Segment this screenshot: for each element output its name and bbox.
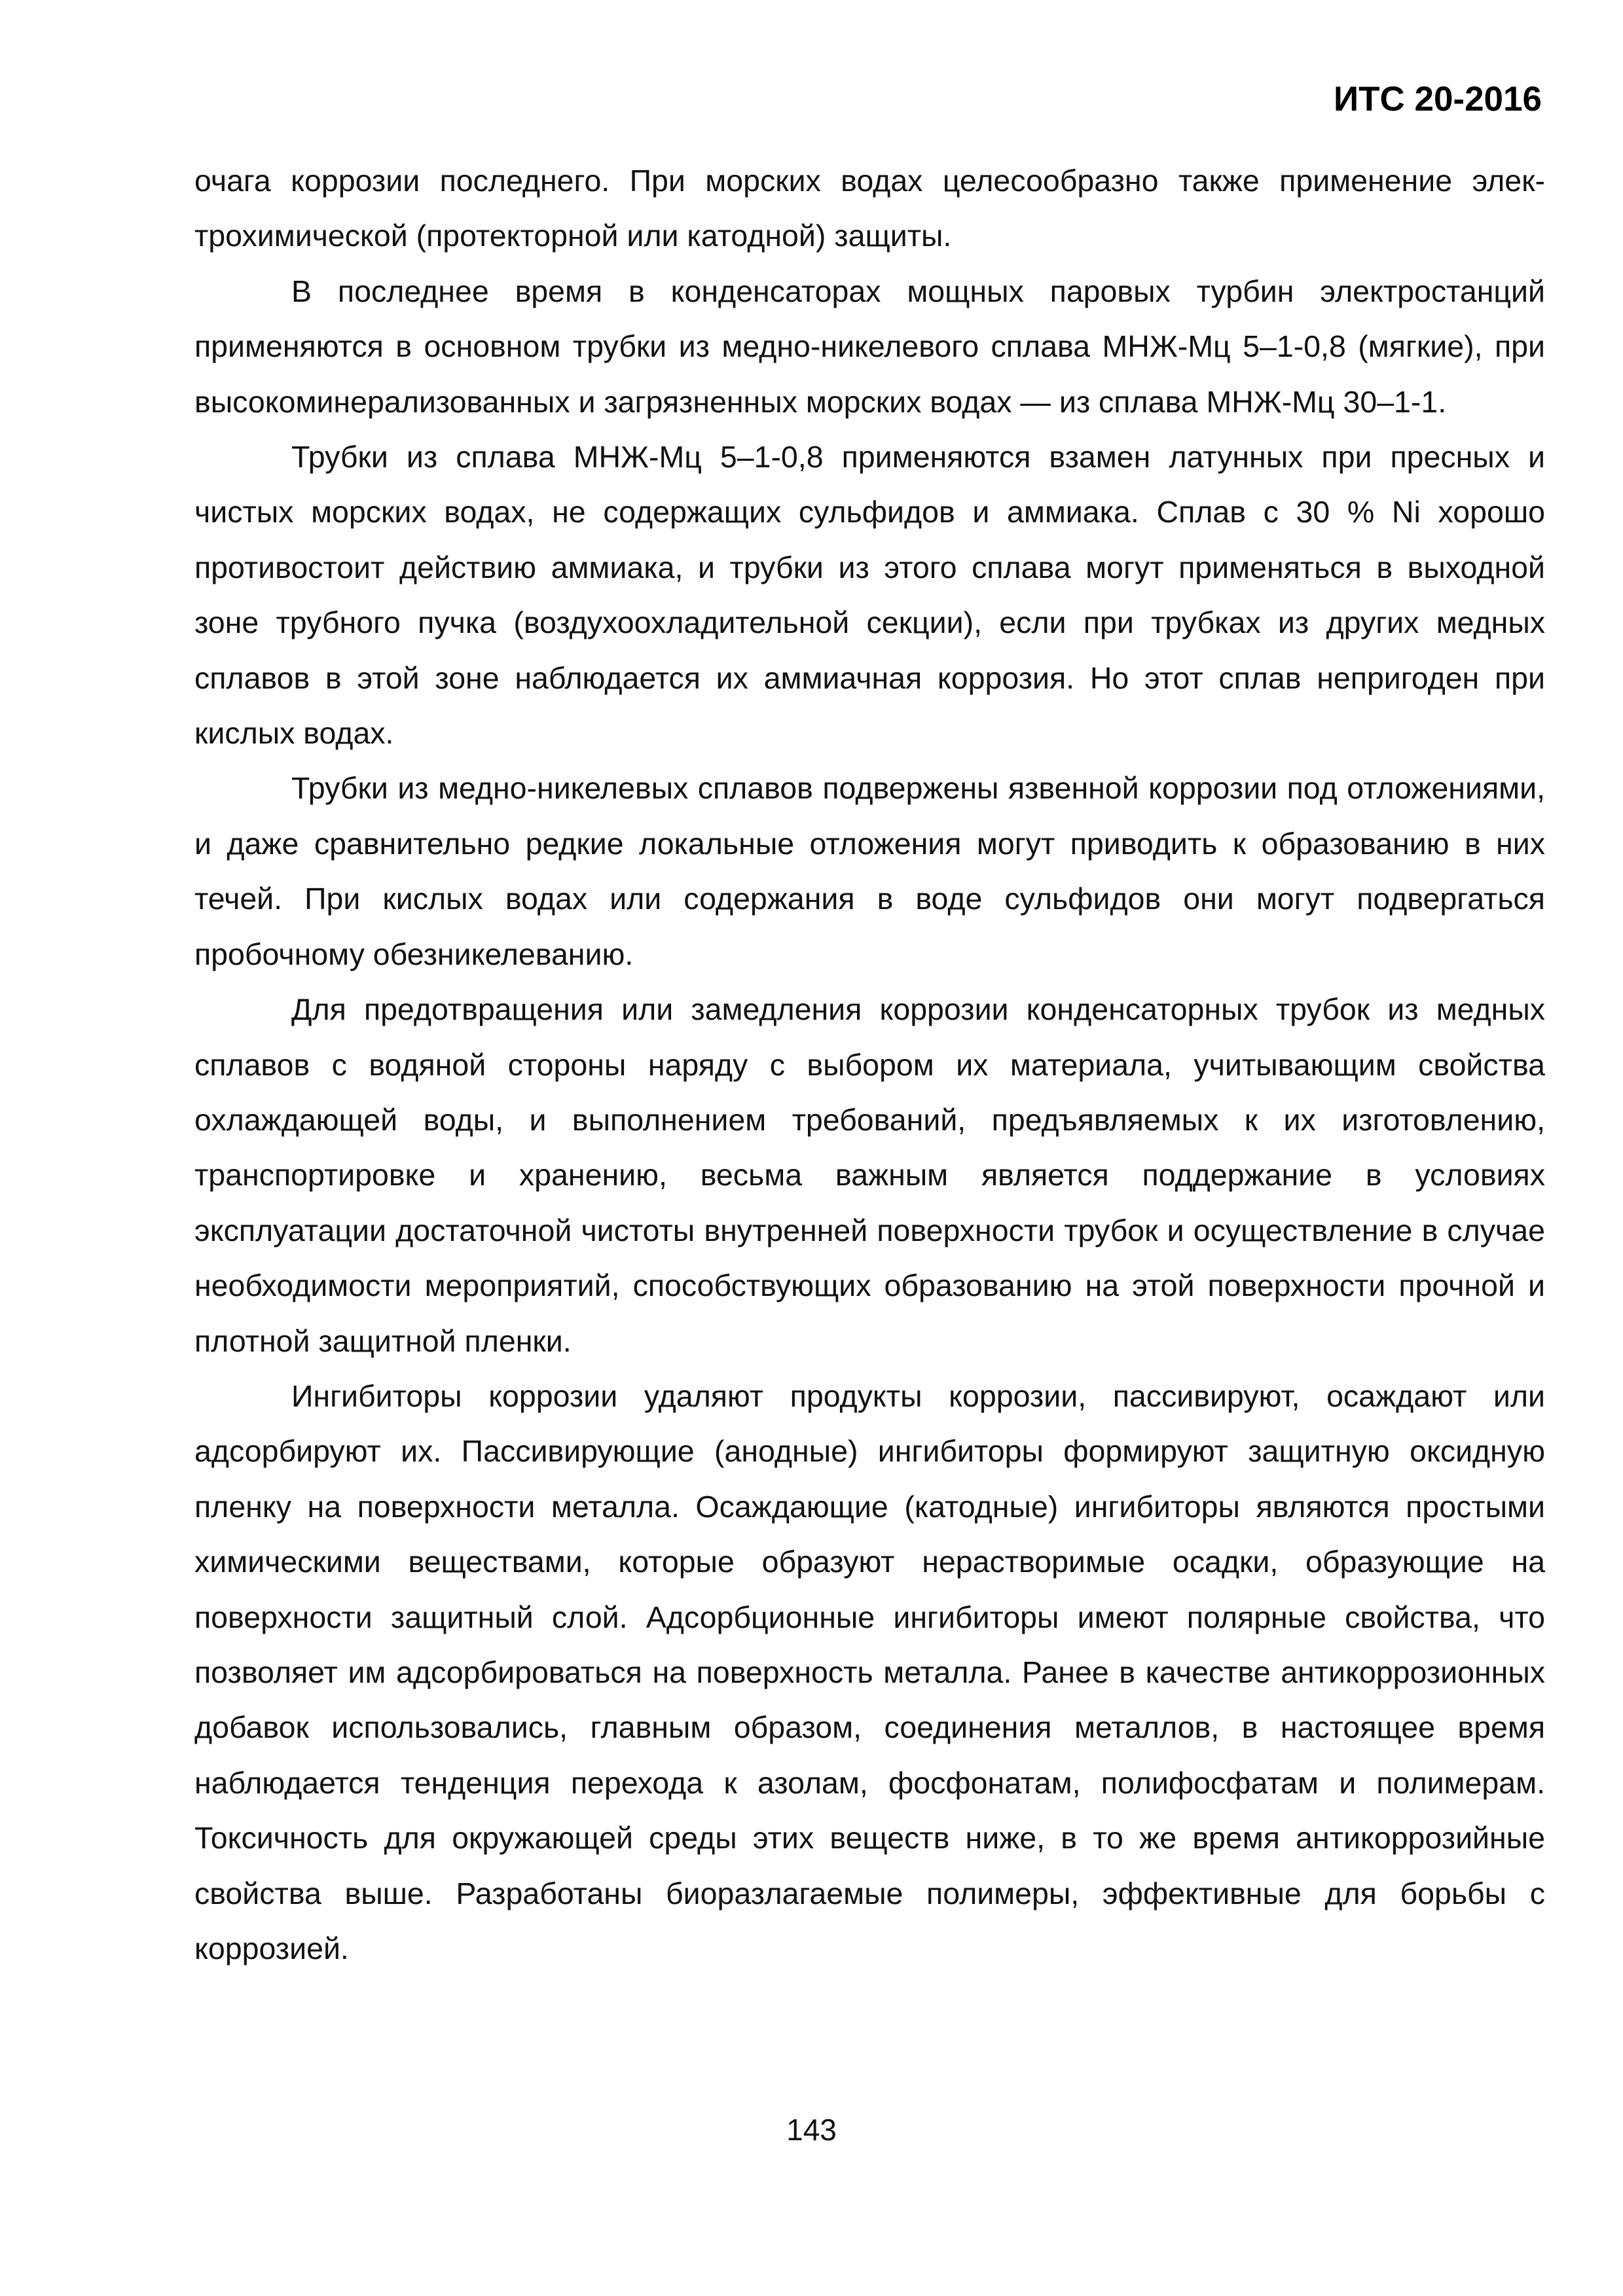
page-number: 143 <box>786 2113 837 2147</box>
paragraph-1: очага коррозии последнего. При морских водах целесообразно также применение электрохимической (протекторной или катодной) защиты. <box>194 164 1545 253</box>
paragraph-2: В последнее время в конденсаторах мощных паровых турбин электростанций применяются в основном трубки из медно-никелевого сплава МНЖ-Мц 5–1-0,8 (мягкие), при высокоминерализованных и загрязненных морских водах — из сплава МНЖ-Мц 30–1-1. <box>194 274 1545 419</box>
document-body <box>194 153 1545 1976</box>
document-header: ИТС 20-2016 <box>1334 80 1542 118</box>
paragraph-3: Трубки из сплава МНЖ-Мц 5–1-0,8 применяются взамен латунных при пресных и чистых морских водах, не содержащих сульфидов и аммиака. Сплав с 30 % Ni хорошо противостоит действию аммиака, и трубки из этого сплава могут применяться в выходной зоне трубного пучка (воздухоохладительной секции), если при трубках из других медных сплавов в этой зоне наблюдается их аммиачная коррозия. Но этот сплав непригоден при кислых водах. <box>194 440 1545 751</box>
paragraph-6: Ингибиторы коррозии удаляют продукты коррозии, пассивируют, осаждают или адсорбируют их. Пассивирующие (анодные) ингибиторы формируют защитную оксидную пленку на поверхности металла. Осаждающие (катодные) ингибиторы являются простыми химическими веществами, которые образуют нерастворимые осадки, образующие на поверхности защитный слой. Адсорбционные ингибиторы имеют полярные свойства, что позволяет им адсорбироваться на поверхность металла. Ранее в качестве антикоррозионных добавок использовались, главным образом, соединения металлов, в настоящее время наблюдается тенденция перехода к азолам, фосфонатам, полифосфатам и полимерам. Токсичность для окружающей среды этих веществ ниже, в то же время антикоррозийные свойства выше. Разработаны биоразлагаемые полимеры, эффективные для борьбы с коррозией. <box>194 1378 1545 1965</box>
paragraph-4: Трубки из медно-никелевых сплавов подвержены язвенной коррозии под отложениями, и даже сравнительно редкие локальные отложения могут приводить к образованию в них течей. При кислых водах или содержания в воде сульфидов они могут подвергаться пробочному обезникелеванию. <box>194 771 1545 971</box>
paragraph-5: Для предотвращения или замедления коррозии конденсаторных трубок из медных сплавов с водяной стороны наряду с выбором их материала, учитывающим свойства охлаждающей воды, и выполнением требований, предъявляемых к их изготовлению, транспортировке и хранению, весьма важным является поддержание в условиях эксплуатации достаточной чистоты внутренней поверхности трубок и осуществление в случае необходимости мероприятий, способствующих образованию на этой поверхности прочной и плотной защитной пленки. <box>194 992 1545 1358</box>
